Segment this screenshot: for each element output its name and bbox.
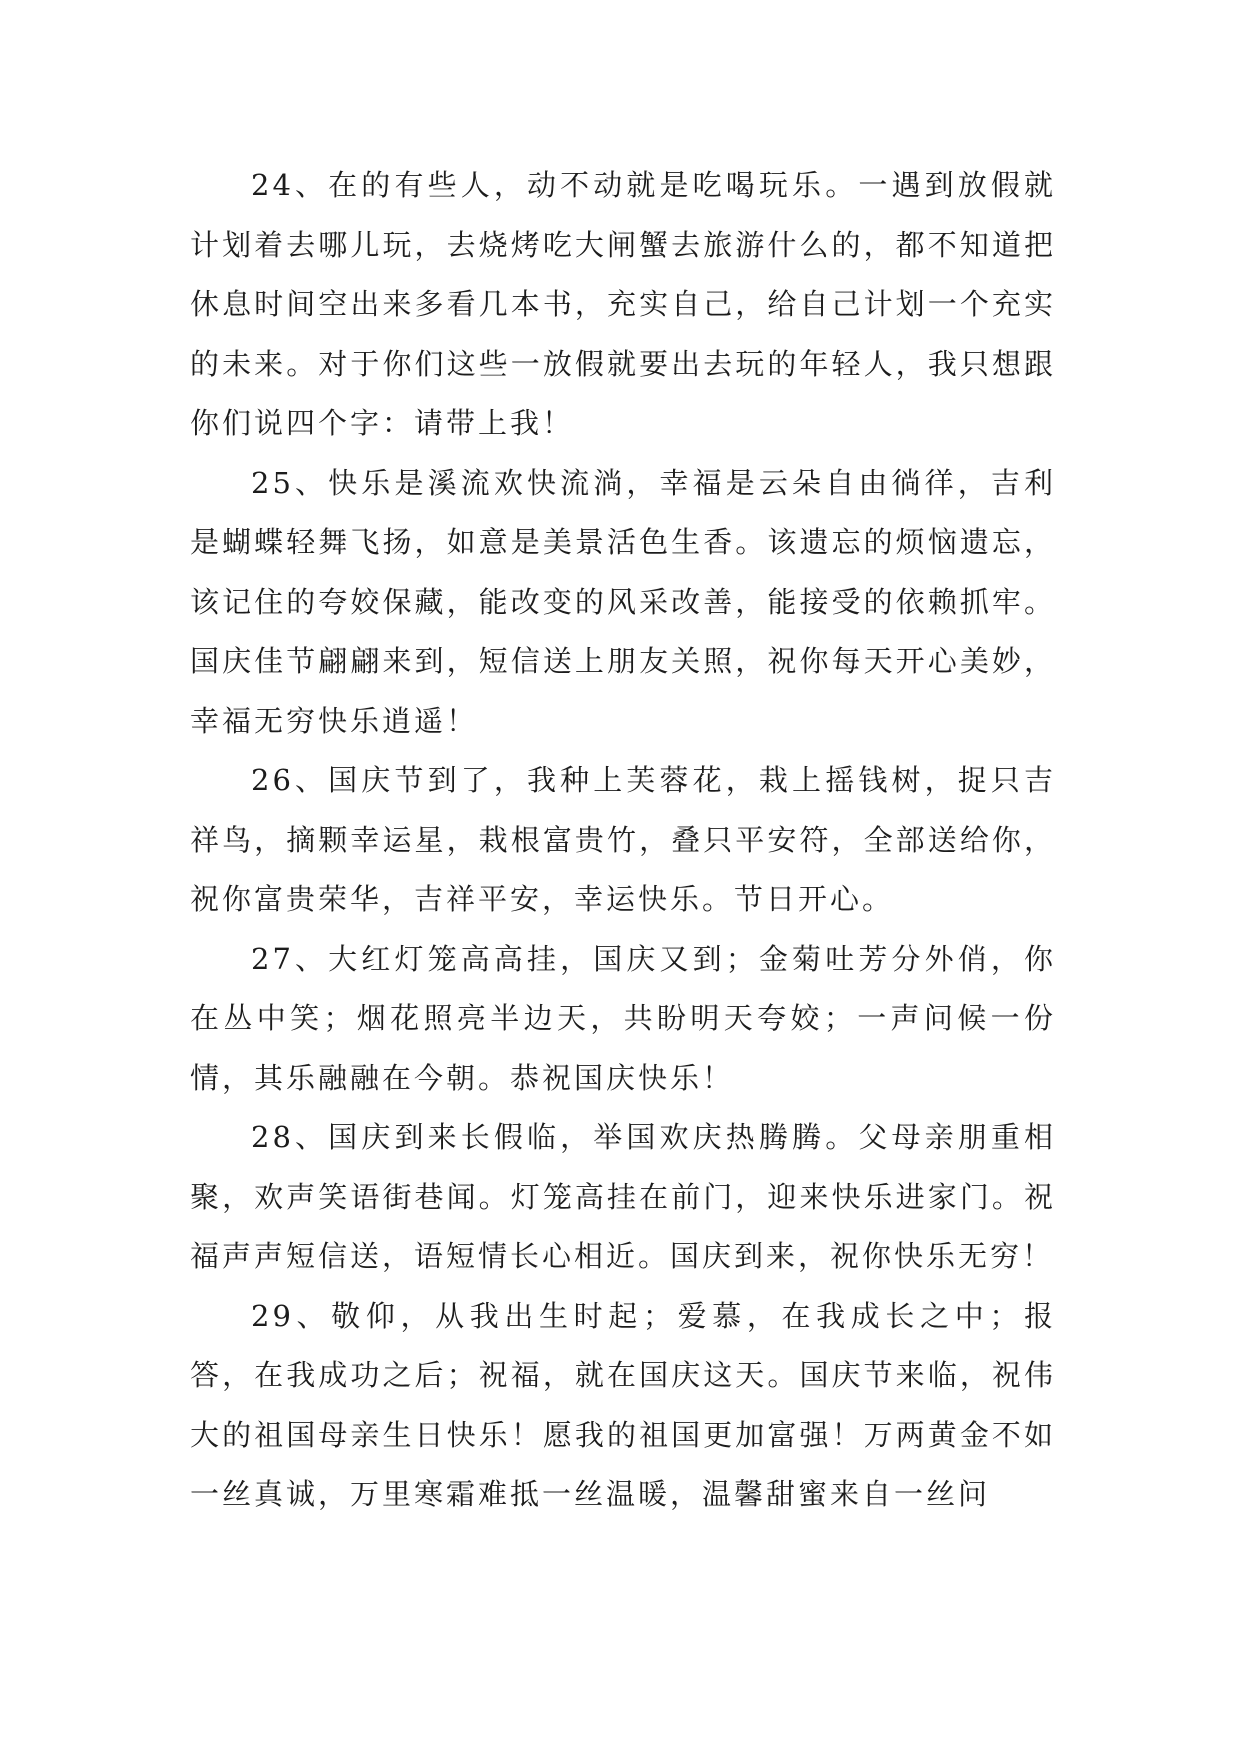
paragraph-28: 28、国庆到来长假临，举国欢庆热腾腾。父母亲朋重相聚，欢声笑语街巷闻。灯笼高挂在前门，迎来快乐进家门。祝福声声短信送，语短情长心相近。国庆到来，祝你快乐无穷！ <box>190 1120 1056 1273</box>
paragraph-27: 27、大红灯笼高高挂，国庆又到；金菊吐芳分外俏，你在丛中笑；烟花照亮半边天，共盼明天夸姣；一声问候一份情，其乐融融在今朝。恭祝国庆快乐！ <box>190 941 1056 1095</box>
document-body <box>190 156 1056 1525</box>
paragraph-26: 26、国庆节到了，我种上芙蓉花，栽上摇钱树，捉只吉祥鸟，摘颗幸运星，栽根富贵竹，叠只平安符，全部送给你，祝你富贵荣华，吉祥平安，幸运快乐。节日开心。 <box>190 763 1056 916</box>
paragraph-25: 25、快乐是溪流欢快流淌，幸福是云朵自由徜徉，吉利是蝴蝶轻舞飞扬，如意是美景活色生香。该遗忘的烦恼遗忘，该记住的夸姣保藏，能改变的风采改善，能接受的依赖抓牢。国庆佳节翩翩来到，短信送上朋友关照，祝你每天开心美妙，幸福无穷快乐逍遥！ <box>190 465 1056 738</box>
paragraph-29: 29、敬仰，从我出生时起；爱慕，在我成长之中；报答，在我成功之后；祝福，就在国庆这天。国庆节来临，祝伟大的祖国母亲生日快乐！愿我的祖国更加富强！万两黄金不如一丝真诚，万里寒霜难抵一丝温暖，温馨甜蜜来自一丝问 <box>190 1298 1056 1511</box>
paragraph-24: 24、在的有些人，动不动就是吃喝玩乐。一遇到放假就计划着去哪儿玩，去烧烤吃大闸蟹去旅游什么的，都不知道把休息时间空出来多看几本书，充实自己，给自己计划一个充实的未来。对于你们这些一放假就要出去玩的年轻人，我只想跟你们说四个字：请带上我！ <box>190 168 1056 440</box>
